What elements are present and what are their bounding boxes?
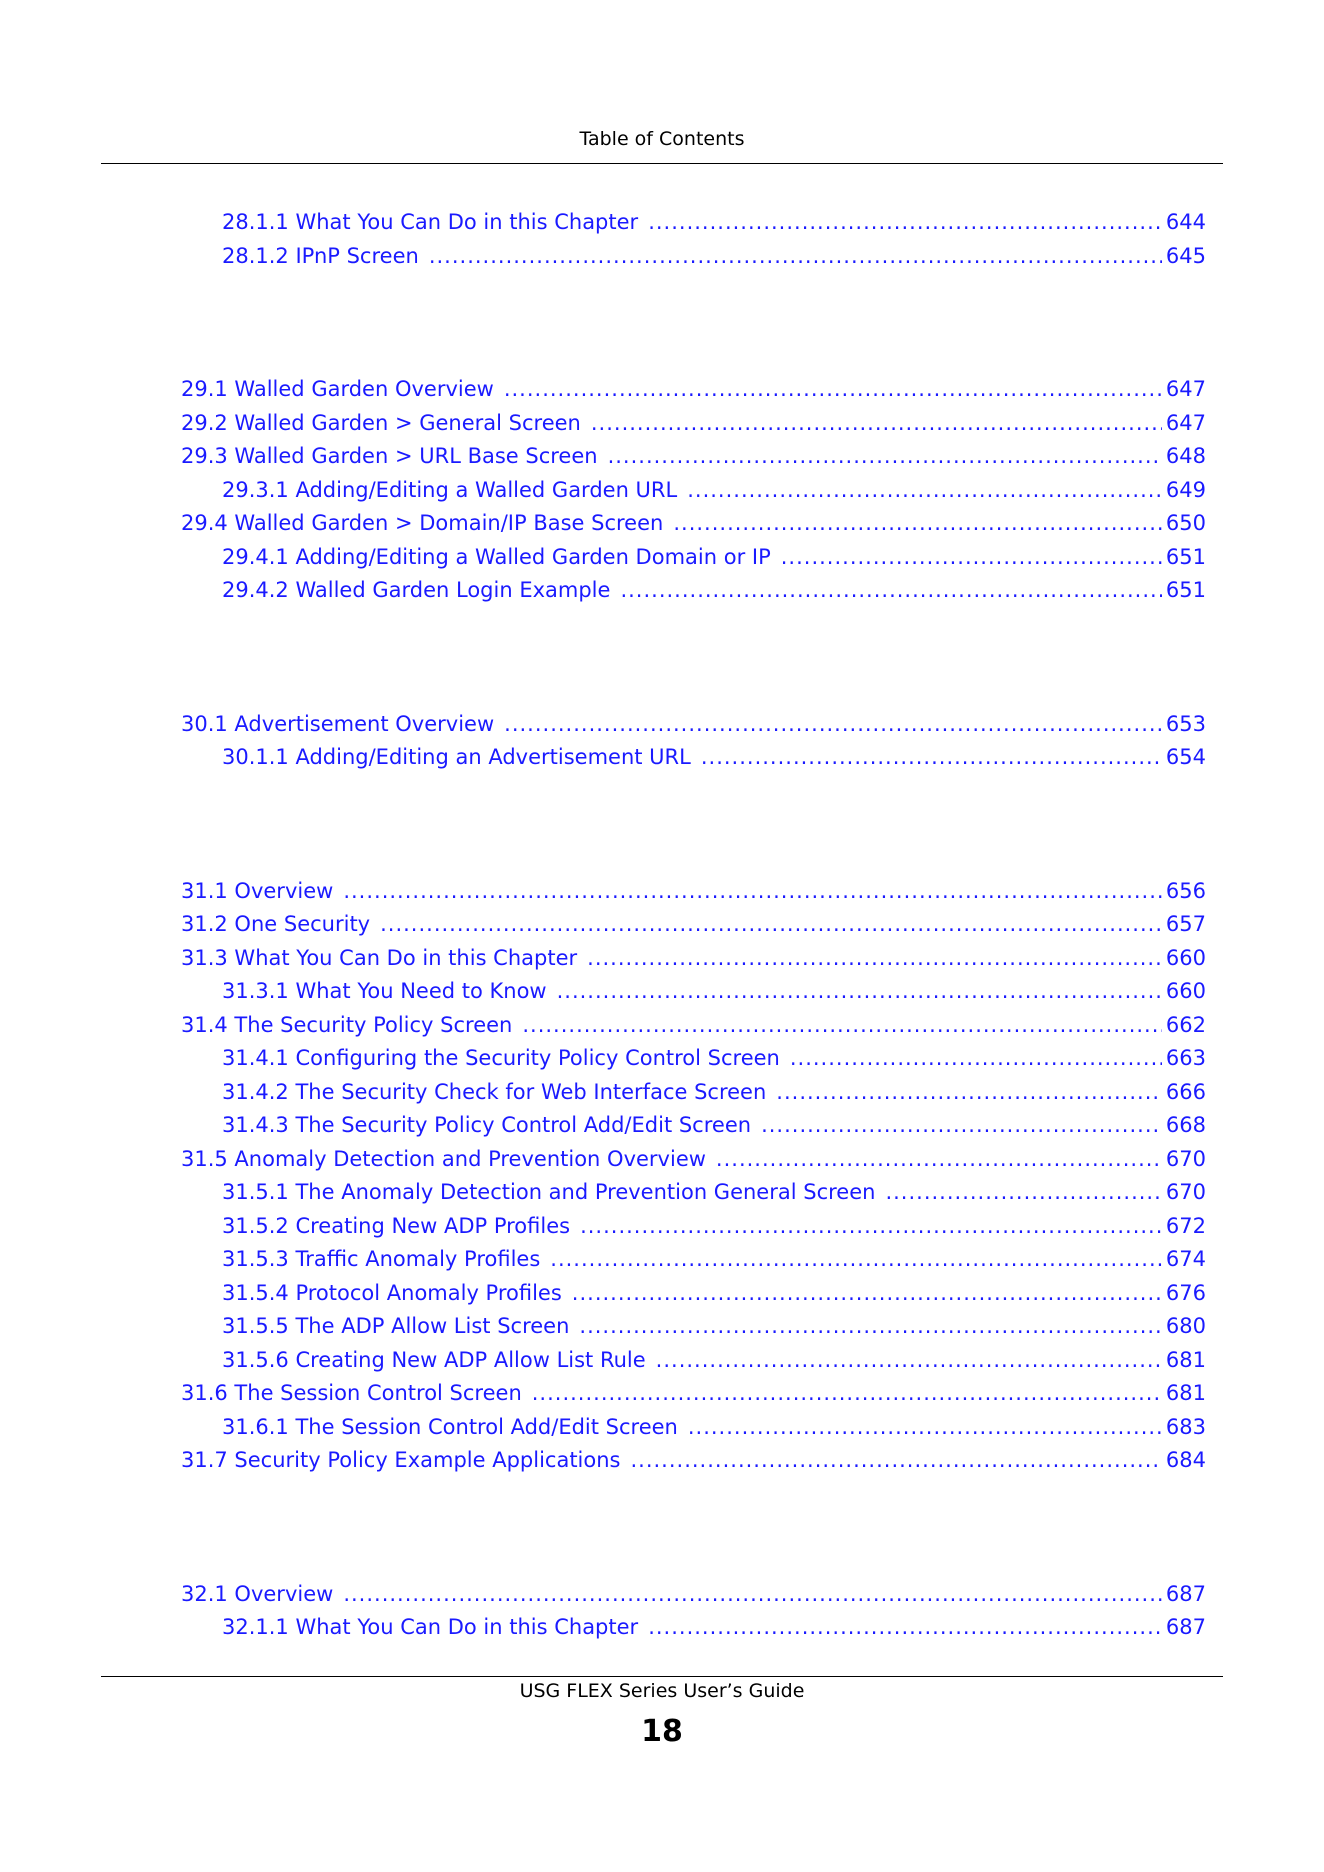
dot-leader bbox=[761, 1109, 1162, 1143]
toc-entry-page[interactable]: 680 bbox=[1165, 1314, 1206, 1338]
toc-entry[interactable] bbox=[181, 373, 1206, 407]
toc-entry[interactable] bbox=[222, 574, 1206, 608]
toc-entry[interactable] bbox=[181, 908, 1206, 942]
toc-entry-page[interactable]: 684 bbox=[1165, 1448, 1206, 1472]
toc-entry[interactable] bbox=[181, 942, 1206, 976]
toc-entry-title[interactable]: 30.1.1 Adding/Editing an Advertisement URL bbox=[222, 745, 691, 769]
table-of-contents bbox=[0, 206, 1324, 1645]
toc-entry-page[interactable]: 644 bbox=[1165, 210, 1206, 234]
toc-entry-page[interactable]: 647 bbox=[1165, 377, 1206, 401]
dot-leader bbox=[620, 574, 1161, 608]
toc-entry[interactable] bbox=[181, 507, 1206, 541]
toc-entry-title[interactable]: 31.4 The Security Policy Screen bbox=[181, 1012, 513, 1037]
toc-entry[interactable] bbox=[222, 474, 1206, 508]
toc-entry[interactable] bbox=[181, 875, 1206, 909]
toc-entry[interactable] bbox=[181, 1143, 1206, 1177]
toc-entry-title[interactable]: 31.7 Security Policy Example Applications bbox=[181, 1448, 621, 1472]
toc-entry-title[interactable]: 31.5 Anomaly Detection and Prevention Overview bbox=[181, 1146, 706, 1171]
dot-leader bbox=[790, 1042, 1162, 1076]
toc-entry[interactable] bbox=[181, 1444, 1206, 1478]
toc-entry-page[interactable]: 670 bbox=[1165, 1146, 1206, 1171]
toc-entry[interactable] bbox=[181, 1377, 1206, 1411]
toc-entry-page[interactable]: 676 bbox=[1165, 1280, 1206, 1305]
toc-entry-title[interactable]: 32.1.1 What You Can Do in this Chapter bbox=[222, 1615, 639, 1639]
toc-entry-page[interactable]: 649 bbox=[1165, 477, 1206, 502]
dot-leader bbox=[591, 407, 1162, 441]
toc-entry-title[interactable]: 28.1.2 IPnP Screen bbox=[222, 243, 419, 268]
dot-leader bbox=[781, 541, 1162, 575]
dot-leader bbox=[656, 1344, 1162, 1378]
dot-leader bbox=[557, 975, 1162, 1009]
toc-entry-page[interactable]: 670 bbox=[1165, 1180, 1206, 1204]
dot-leader bbox=[587, 942, 1162, 976]
toc-entry-title[interactable]: 31.6 The Session Control Screen bbox=[181, 1381, 522, 1405]
toc-entry-title[interactable]: 31.1 Overview bbox=[181, 878, 334, 903]
dot-leader bbox=[380, 908, 1162, 942]
toc-entry[interactable] bbox=[222, 1210, 1206, 1244]
header-divider bbox=[101, 163, 1223, 164]
dot-leader bbox=[550, 1243, 1162, 1277]
toc-entry-title[interactable]: 31.2 One Security bbox=[181, 912, 371, 936]
toc-entry-title[interactable]: 29.4.2 Walled Garden Login Example bbox=[222, 578, 611, 602]
page-number: 18 bbox=[641, 1714, 683, 1749]
toc-entry[interactable] bbox=[181, 440, 1206, 474]
toc-entry[interactable] bbox=[222, 1611, 1206, 1645]
toc-entry-title[interactable]: 32.1 Overview bbox=[181, 1581, 334, 1606]
dot-leader bbox=[608, 440, 1162, 474]
toc-entry-page[interactable]: 657 bbox=[1165, 912, 1206, 936]
toc-entry-title[interactable]: 28.1.1 What You Can Do in this Chapter bbox=[222, 210, 639, 234]
toc-entry[interactable] bbox=[181, 708, 1206, 742]
dot-leader bbox=[648, 1611, 1162, 1645]
footer-divider bbox=[101, 1676, 1223, 1677]
section-gap bbox=[0, 273, 1324, 373]
toc-entry-page[interactable]: 656 bbox=[1165, 878, 1206, 903]
section-gap bbox=[0, 775, 1324, 875]
toc-entry-title[interactable]: 31.5.4 Protocol Anomaly Profiles bbox=[222, 1280, 562, 1305]
dot-leader bbox=[579, 1310, 1162, 1344]
toc-entry[interactable] bbox=[222, 741, 1206, 775]
toc-entry-title[interactable]: 31.5.5 The ADP Allow List Screen bbox=[222, 1314, 570, 1338]
toc-entry-page[interactable]: 650 bbox=[1165, 511, 1206, 535]
toc-entry[interactable] bbox=[222, 1344, 1206, 1378]
dot-leader bbox=[429, 240, 1162, 274]
toc-entry-title[interactable]: 31.4.2 The Security Check for Web Interface Screen bbox=[222, 1079, 767, 1104]
section-gap bbox=[0, 608, 1324, 708]
dot-leader bbox=[673, 507, 1162, 541]
toc-entry-page[interactable]: 654 bbox=[1165, 745, 1206, 769]
dot-leader bbox=[343, 1578, 1162, 1612]
toc-entry-page[interactable]: 663 bbox=[1165, 1046, 1206, 1070]
page-header-title: Table of Contents bbox=[579, 128, 745, 150]
toc-entry-title[interactable]: 29.1 Walled Garden Overview bbox=[181, 377, 494, 401]
toc-entry-title[interactable]: 29.4.1 Adding/Editing a Walled Garden Domain or IP bbox=[222, 544, 771, 569]
dot-leader bbox=[572, 1277, 1162, 1311]
dot-leader bbox=[504, 373, 1162, 407]
toc-entry-page[interactable]: 668 bbox=[1165, 1113, 1206, 1137]
toc-entry-page[interactable]: 660 bbox=[1165, 979, 1206, 1003]
toc-entry-page[interactable]: 660 bbox=[1165, 945, 1206, 970]
toc-entry-title[interactable]: 31.5.2 Creating New ADP Profiles bbox=[222, 1213, 571, 1238]
toc-entry[interactable] bbox=[222, 1243, 1206, 1277]
toc-entry[interactable] bbox=[222, 541, 1206, 575]
toc-entry-title[interactable]: 29.2 Walled Garden > General Screen bbox=[181, 410, 581, 435]
toc-entry-page[interactable]: 653 bbox=[1165, 711, 1206, 736]
toc-entry[interactable] bbox=[181, 1009, 1206, 1043]
toc-entry-title[interactable]: 31.5.1 The Anomaly Detection and Prevention General Screen bbox=[222, 1180, 876, 1204]
toc-entry[interactable] bbox=[222, 240, 1206, 274]
toc-entry-page[interactable]: 645 bbox=[1165, 243, 1206, 268]
toc-entry[interactable] bbox=[222, 1042, 1206, 1076]
toc-entry-title[interactable]: 31.5.3 Traffic Anomaly Profiles bbox=[222, 1247, 541, 1271]
dot-leader bbox=[688, 1411, 1162, 1445]
toc-entry[interactable] bbox=[222, 1076, 1206, 1110]
section-gap bbox=[0, 1478, 1324, 1578]
toc-entry-page[interactable]: 681 bbox=[1165, 1381, 1206, 1405]
toc-entry-page[interactable]: 651 bbox=[1165, 578, 1206, 602]
dot-leader bbox=[343, 875, 1162, 909]
toc-entry-page[interactable]: 647 bbox=[1165, 410, 1206, 435]
dot-leader bbox=[580, 1210, 1162, 1244]
toc-entry-page[interactable]: 666 bbox=[1165, 1079, 1206, 1104]
toc-entry-title[interactable]: 29.3.1 Adding/Editing a Walled Garden URL bbox=[222, 477, 678, 502]
toc-entry-page[interactable]: 648 bbox=[1165, 444, 1206, 468]
toc-entry[interactable] bbox=[222, 206, 1206, 240]
toc-entry-title[interactable]: 31.5.6 Creating New ADP Allow List Rule bbox=[222, 1347, 646, 1372]
toc-entry-page[interactable]: 687 bbox=[1165, 1615, 1206, 1639]
toc-entry-page[interactable]: 674 bbox=[1165, 1247, 1206, 1271]
toc-entry[interactable] bbox=[222, 1411, 1206, 1445]
toc-entry[interactable] bbox=[222, 1109, 1206, 1143]
toc-entry[interactable] bbox=[222, 1176, 1206, 1210]
dot-leader bbox=[630, 1444, 1161, 1478]
toc-entry-title[interactable]: 31.6.1 The Session Control Add/Edit Screen bbox=[222, 1414, 678, 1439]
toc-entry-title[interactable]: 29.3 Walled Garden > URL Base Screen bbox=[181, 444, 598, 468]
toc-entry-page[interactable]: 681 bbox=[1165, 1347, 1206, 1372]
toc-entry[interactable] bbox=[222, 975, 1206, 1009]
toc-entry-page[interactable]: 651 bbox=[1165, 544, 1206, 569]
dot-leader bbox=[716, 1143, 1162, 1177]
toc-entry-title[interactable]: 29.4 Walled Garden > Domain/IP Base Screen bbox=[181, 511, 664, 535]
toc-entry-title[interactable]: 31.3 What You Can Do in this Chapter bbox=[181, 945, 578, 970]
toc-entry-page[interactable]: 672 bbox=[1165, 1213, 1206, 1238]
toc-entry-title[interactable]: 31.3.1 What You Need to Know bbox=[222, 979, 547, 1003]
toc-entry[interactable] bbox=[222, 1277, 1206, 1311]
dot-leader bbox=[687, 474, 1162, 508]
dot-leader bbox=[885, 1176, 1161, 1210]
toc-entry-title[interactable]: 31.4.1 Configuring the Security Policy Control Screen bbox=[222, 1046, 780, 1070]
footer-guide-title: USG FLEX Series User’s Guide bbox=[519, 1680, 805, 1702]
toc-entry-page[interactable]: 683 bbox=[1165, 1414, 1206, 1439]
toc-entry[interactable] bbox=[181, 407, 1206, 441]
toc-entry[interactable] bbox=[222, 1310, 1206, 1344]
dot-leader bbox=[701, 741, 1162, 775]
dot-leader bbox=[648, 206, 1162, 240]
toc-entry-page[interactable]: 687 bbox=[1165, 1581, 1206, 1606]
toc-entry-page[interactable]: 662 bbox=[1165, 1012, 1206, 1037]
toc-entry[interactable] bbox=[181, 1578, 1206, 1612]
dot-leader bbox=[776, 1076, 1162, 1110]
toc-entry-title[interactable]: 30.1 Advertisement Overview bbox=[181, 711, 495, 736]
toc-entry-title[interactable]: 31.4.3 The Security Policy Control Add/Edit Screen bbox=[222, 1113, 752, 1137]
dot-leader bbox=[504, 708, 1162, 742]
dot-leader bbox=[522, 1009, 1162, 1043]
dot-leader bbox=[532, 1377, 1162, 1411]
